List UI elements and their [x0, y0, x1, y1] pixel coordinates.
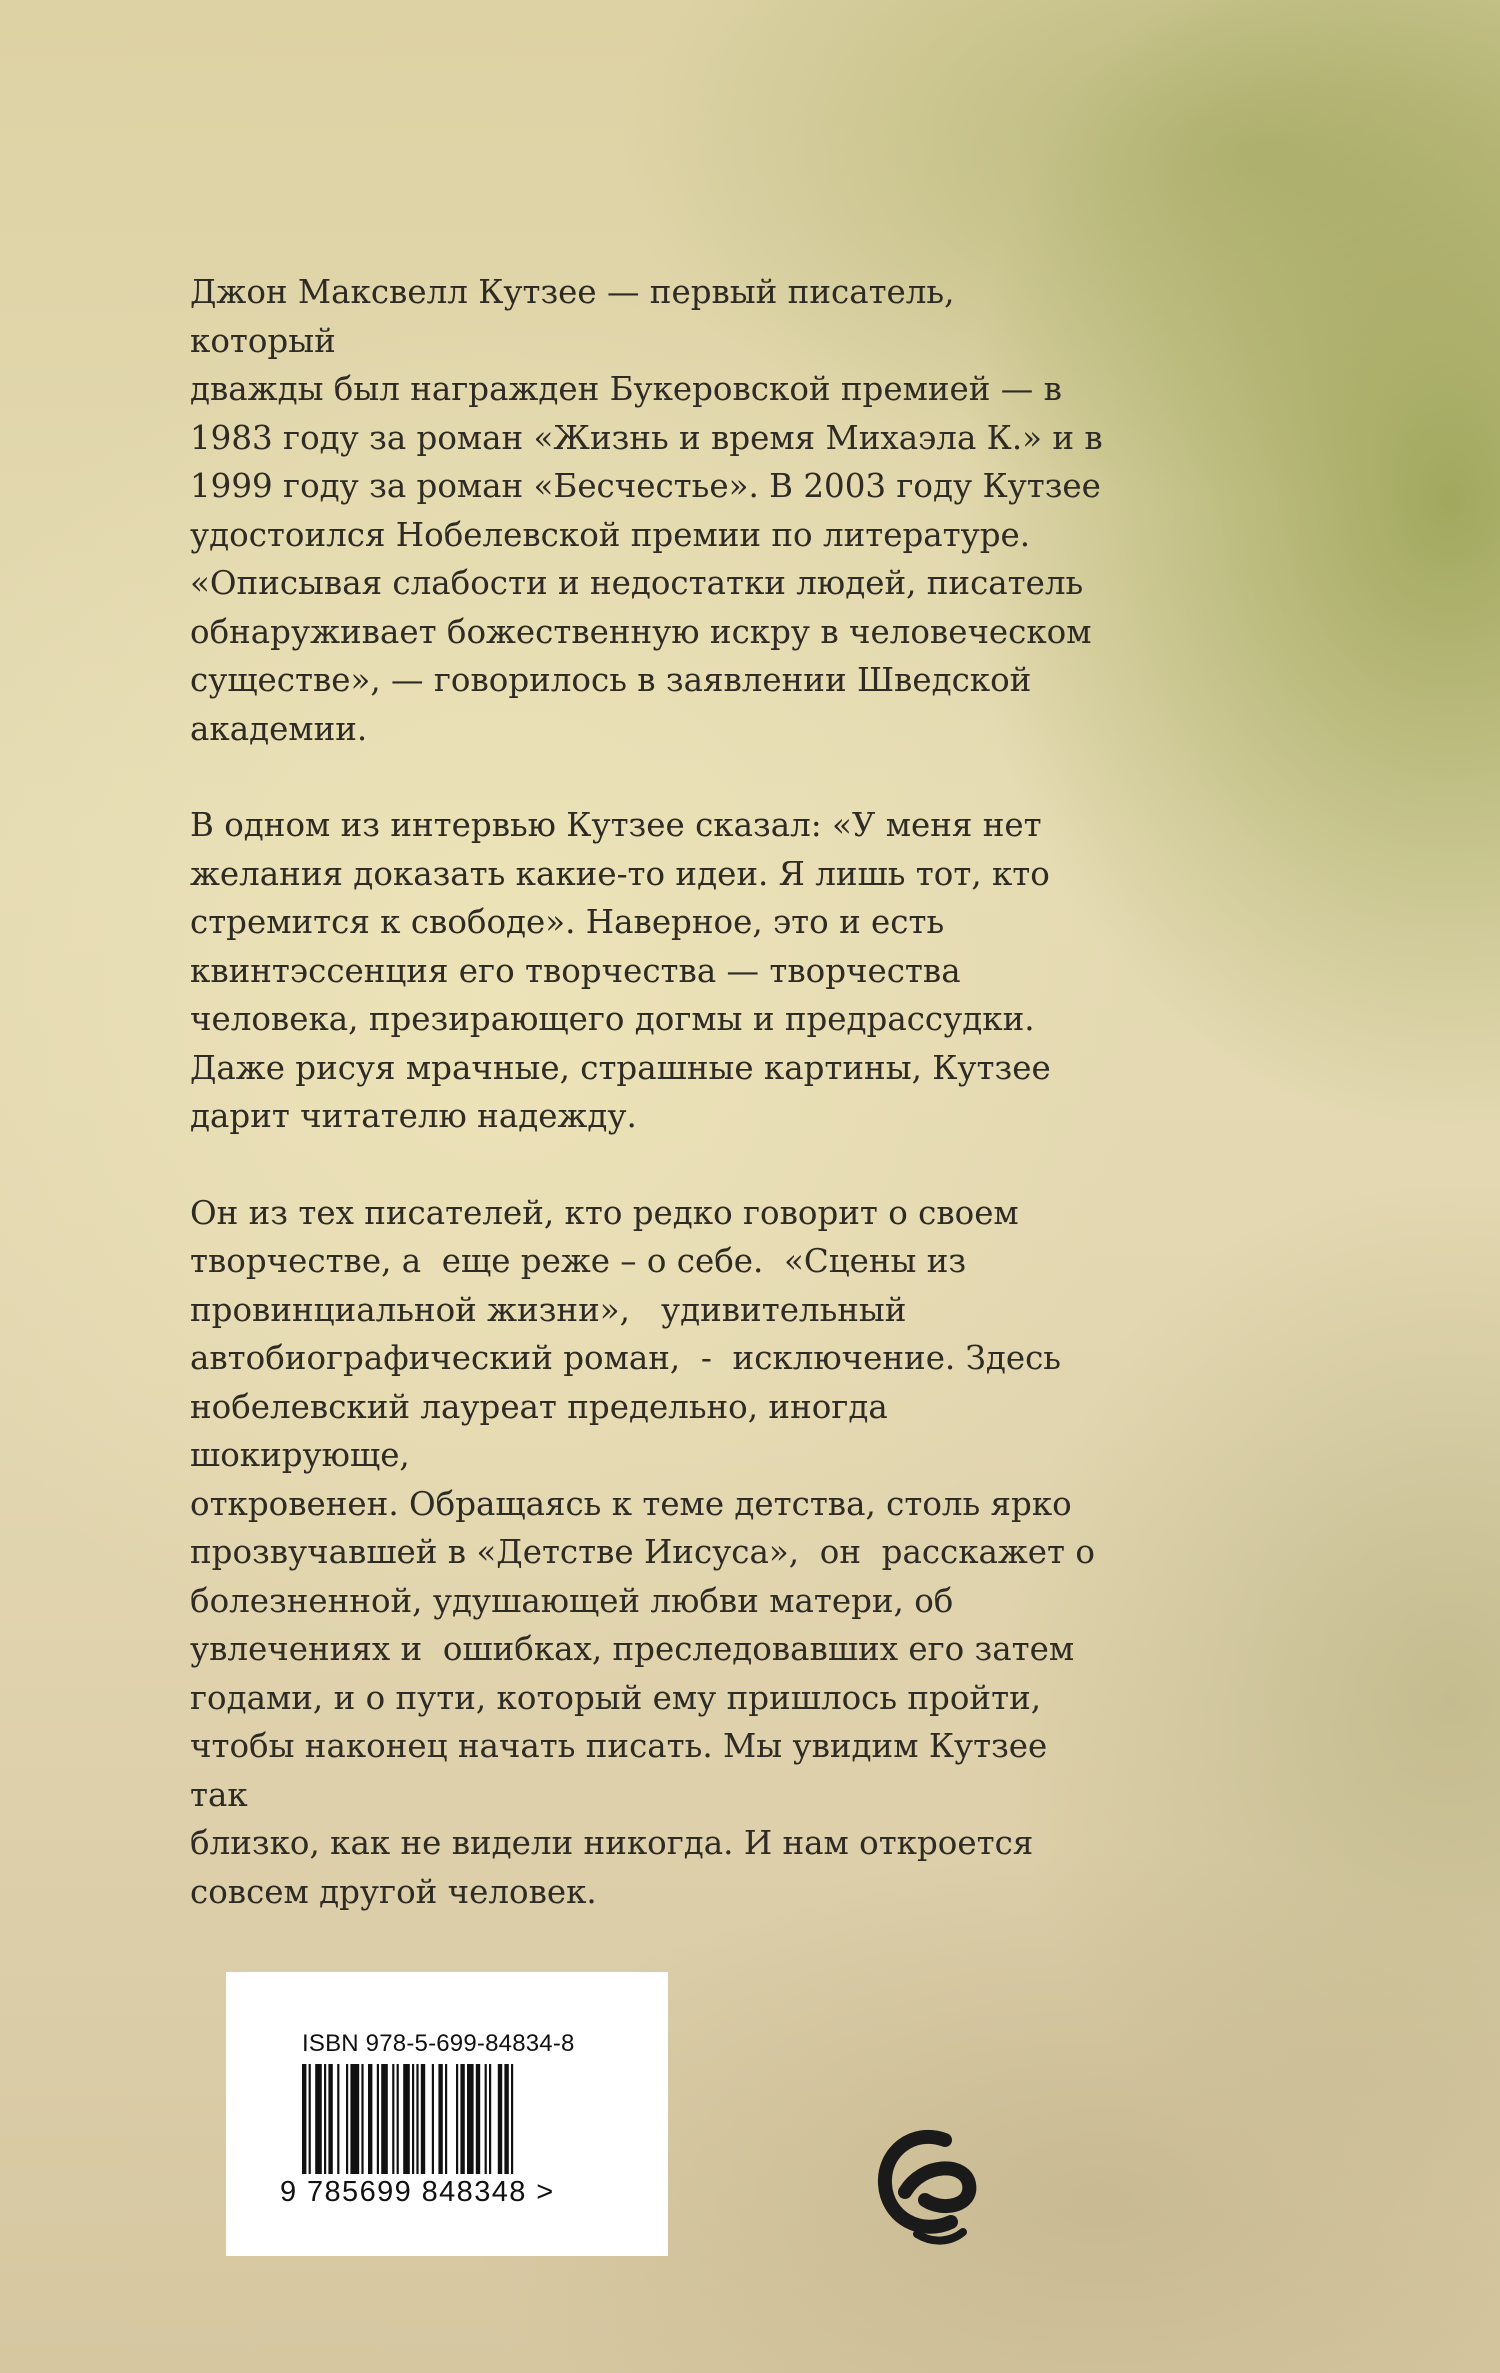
barcode-bar	[467, 2064, 474, 2174]
barcode-bar	[489, 2064, 491, 2174]
barcode-bar	[346, 2064, 348, 2174]
annotation-text	[190, 268, 1110, 1964]
barcode-bar	[460, 2064, 464, 2174]
text-line: академии.	[190, 709, 368, 748]
text-line: болезненной, удушающей любви матери, об	[190, 1581, 954, 1620]
barcode-bar	[412, 2064, 414, 2174]
paragraph-2	[190, 801, 1110, 1141]
text-line: дарит читателю надежду.	[190, 1097, 637, 1135]
barcode-digits: 9 785699 848348 >	[280, 2176, 555, 2208]
text-line: Джон Максвелл Кутзее — первый писатель, который	[190, 273, 955, 360]
text-line: Он из тех писателей, кто редко говорит о своем	[190, 1193, 1019, 1232]
text-line: творчестве, а еще реже – о себе. «Сцены из	[190, 1242, 967, 1280]
barcode-bar	[403, 2064, 410, 2174]
paragraph-1	[190, 268, 1110, 753]
text-line: автобиографический роман, - исключение. Здесь	[190, 1339, 1061, 1377]
text-line: квинтэссенция его творчества — творчества	[190, 951, 961, 990]
text-line: обнаруживает божественную искру в человеческом	[190, 612, 1092, 651]
text-line: 1999 году за роман «Бесчестье». В 2003 году Кутзее	[190, 467, 1101, 505]
barcode-bar	[328, 2064, 332, 2174]
barcode-bar	[485, 2064, 487, 2174]
barcode-bar	[324, 2064, 326, 2174]
isbn-label: ISBN 978-5-699-84834-8	[302, 2030, 575, 2057]
barcode-panel	[226, 1972, 668, 2256]
barcode-bar	[302, 2064, 306, 2174]
barcode-bar	[368, 2064, 372, 2174]
eksmo-logo-icon	[873, 2122, 983, 2252]
text-line: увлечениях и ошибках, преследовавших его затем	[190, 1630, 1075, 1668]
barcode-bar	[438, 2064, 442, 2174]
barcode-bar	[361, 2064, 363, 2174]
barcode-bar	[309, 2064, 311, 2174]
barcode-bar	[350, 2064, 359, 2174]
text-line: близко, как не видели никогда. И нам откроется	[190, 1824, 1034, 1862]
text-line: прозвучавшей в «Детстве Иисуса», он расскажет о	[190, 1533, 1095, 1571]
barcode-bar	[432, 2064, 434, 2174]
text-line: нобелевский лауреат предельно, иногда шокирующе,	[190, 1387, 888, 1474]
barcode-bar	[337, 2064, 339, 2174]
text-line: откровенен. Обращаясь к теме детства, столь ярко	[190, 1484, 1072, 1523]
barcode-bar	[456, 2064, 458, 2174]
barcode-bar	[377, 2064, 379, 2174]
text-line: стремится к свободе». Наверное, это и есть	[190, 903, 945, 941]
text-line: желания доказать какие-то идеи. Я лишь тот, кто	[190, 854, 1050, 893]
barcode-bar	[381, 2064, 388, 2174]
text-line: удостоился Нобелевской премии по литературе.	[190, 515, 1031, 554]
text-line: годами, и о пути, который ему пришлось пройти,	[190, 1678, 1042, 1717]
text-line: чтобы наконец начать писать. Мы увидим Кутзее так	[190, 1727, 1048, 1814]
barcode-bar	[476, 2064, 480, 2174]
text-line: «Описывая слабости и недостатки людей, писатель	[190, 564, 1084, 602]
barcode-bar	[416, 2064, 418, 2174]
text-line: В одном из интервью Кутзее сказал: «У меня нет	[190, 806, 1042, 844]
barcode-bar	[498, 2064, 502, 2174]
text-line: дважды был награжден Букеровской премией — в	[190, 370, 1062, 408]
barcode-bar	[392, 2064, 394, 2174]
text-line: существе», — говорилось в заявлении Шведской	[190, 661, 1032, 699]
text-line: человека, презирающего догмы и предрассудки.	[190, 1000, 1035, 1038]
text-line: Даже рисуя мрачные, страшные картины, Кутзее	[190, 1048, 1051, 1087]
barcode-bar	[397, 2064, 399, 2174]
barcode-bar	[511, 2064, 513, 2174]
text-line: провинциальной жизни», удивительный	[190, 1290, 907, 1329]
paragraph-3	[190, 1189, 1110, 1917]
barcode-bar	[504, 2064, 508, 2174]
barcode-bar	[445, 2064, 447, 2174]
text-line: 1983 году за роман «Жизнь и время Михаэла К.» и в	[190, 418, 1103, 457]
text-line: совсем другой человек.	[190, 1872, 597, 1911]
barcode-bars	[302, 2064, 592, 2184]
barcode-bar	[421, 2064, 425, 2174]
barcode-bar	[315, 2064, 322, 2174]
